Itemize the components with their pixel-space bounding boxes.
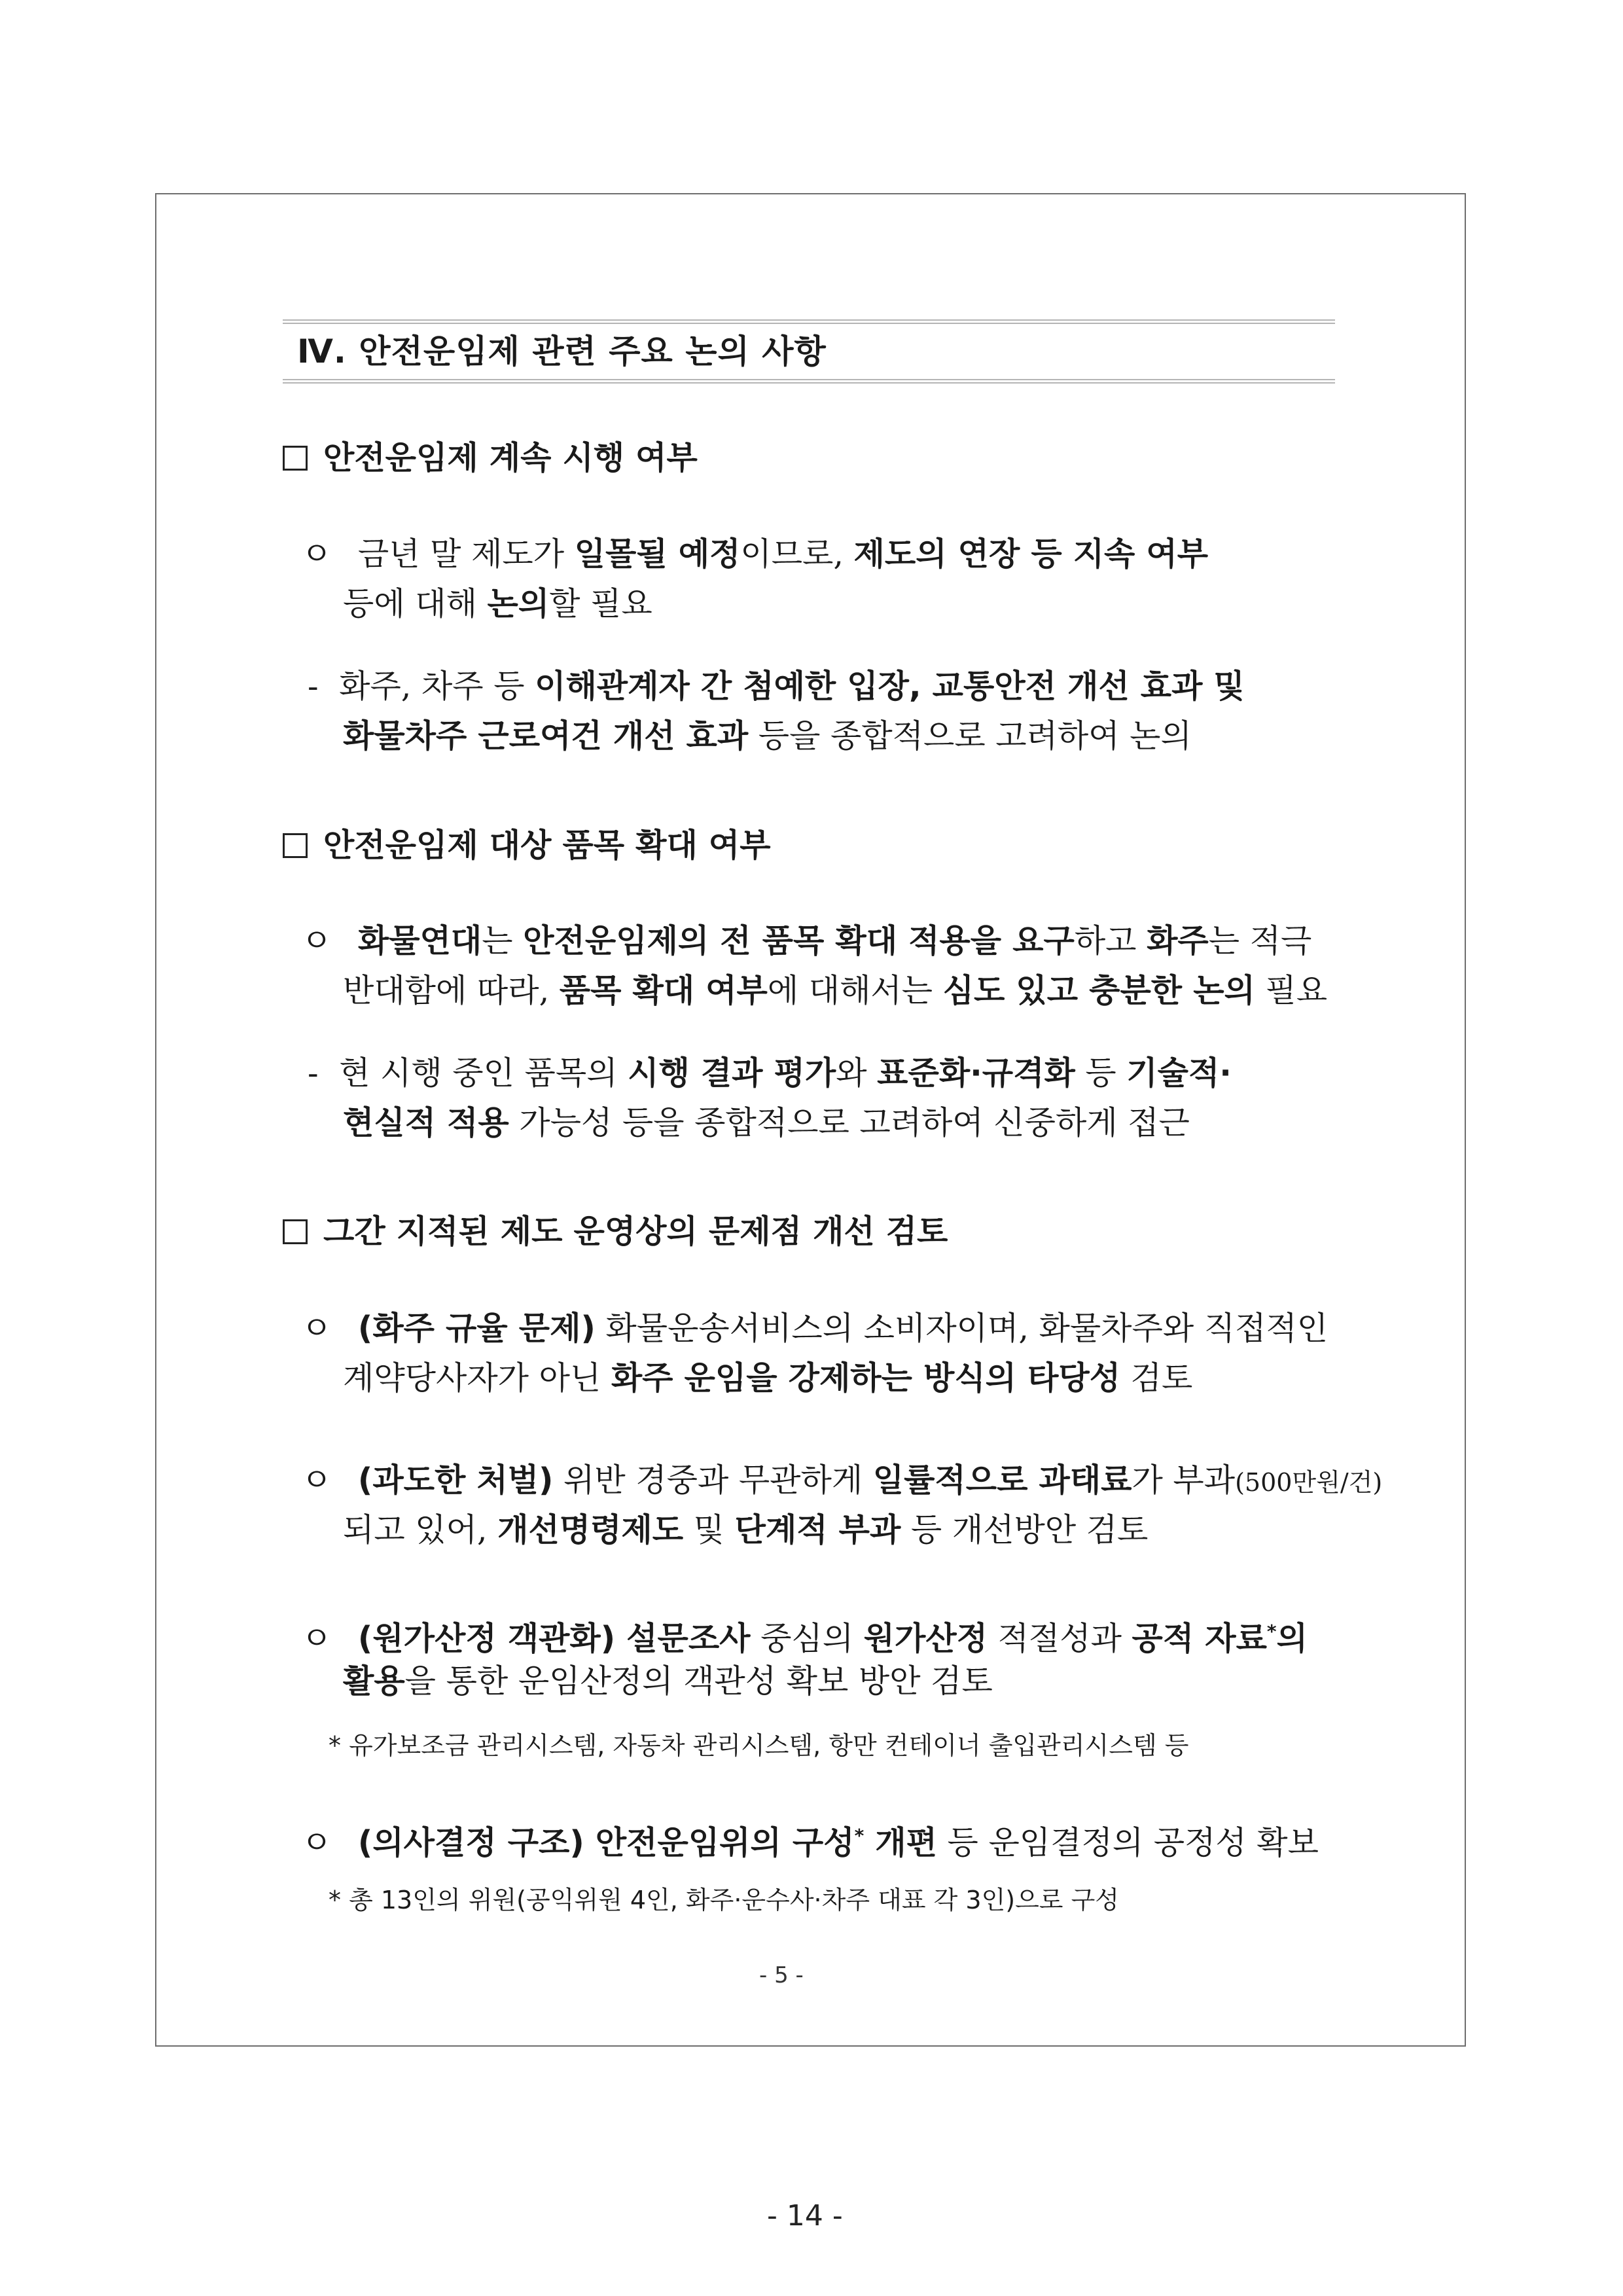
heading-continuation: [283, 826, 771, 865]
dash-marker: -: [308, 1054, 319, 1092]
page-number: - 14 -: [767, 2199, 843, 2233]
footnote: * 유가보조금 관리시스템, 자동차 관리시스템, 항만 컨테이너 출입관리시스템 등: [329, 1731, 1189, 1760]
bullet-marker: ㅇ: [301, 1462, 332, 1499]
sub-bullet-line: - 화주, 차주 등 이해관계자 간 첨예한 입장, 교통안전 개선 효과 및: [308, 668, 1245, 705]
bullet-line: 반대함에 따라, 품목 확대 여부에 대해서는 심도 있고 충분한 논의 필요: [343, 972, 1328, 1009]
bullet-marker: ㅇ: [301, 1620, 332, 1657]
checkbox-square-icon: [283, 1219, 308, 1244]
bullet-marker: ㅇ: [301, 922, 332, 960]
section-title: Ⅳ. 안전운임제 관련 주요 논의 사항: [283, 319, 1335, 384]
heading-text: 그간 지적된 제도 운영상의 문제점 개선 검토: [323, 1213, 948, 1250]
bullet-marker: ㅇ: [301, 1824, 332, 1861]
bullet-marker: ㅇ: [301, 1310, 332, 1347]
bullet-line: ㅇ (의사결정 구조) 안전운임위의 구성* 개편 등 운임결정의 공정성 확보: [301, 1824, 1319, 1861]
sub-bullet-line: - 현 시행 중인 품목의 시행 결과 평가와 표준화·규격화 등 기술적·: [308, 1054, 1232, 1092]
bullet-line: 등에 대해 논의할 필요: [343, 585, 652, 622]
inner-page-number: - 5 -: [759, 1962, 804, 1988]
dash-marker: -: [308, 668, 319, 705]
bullet-line: ㅇ 화물연대는 안전운임제의 전 품목 확대 적용을 요구하고 화주는 적극: [301, 922, 1312, 960]
bullet-line: 활용을 통한 운임산정의 객관성 확보 방안 검토: [343, 1662, 993, 1700]
footnote: * 총 13인의 위원(공익위원 4인, 화주·운수사·차주 대표 각 3인)으로 구성: [329, 1886, 1120, 1914]
heading-text: 안전운임제 대상 품목 확대 여부: [323, 827, 771, 864]
heading-text: 안전운임제 계속 시행 여부: [323, 439, 698, 476]
bullet-marker: ㅇ: [301, 535, 332, 573]
heading-continuation: [283, 1212, 948, 1251]
bullet-line: 계약당사자가 아닌 화주 운임을 강제하는 방식의 타당성 검토: [343, 1359, 1193, 1397]
bullet-line: ㅇ 금년 말 제도가 일몰될 예정이므로, 제도의 연장 등 지속 여부: [301, 535, 1209, 573]
checkbox-square-icon: [283, 833, 308, 858]
sub-bullet-line: 현실적 적용 가능성 등을 종합적으로 고려하여 신중하게 접근: [343, 1104, 1190, 1141]
bullet-line: 되고 있어, 개선명령제도 및 단계적 부과 등 개선방안 검토: [343, 1511, 1149, 1549]
bullet-line: ㅇ (과도한 처벌) 위반 경중과 무관하게 일률적으로 과태료가 부과(500만원/건): [301, 1462, 1383, 1499]
checkbox-square-icon: [283, 446, 308, 471]
bullet-line: ㅇ (화주 규율 문제) 화물운송서비스의 소비자이며, 화물차주와 직접적인: [301, 1310, 1329, 1347]
heading-continuation: [283, 439, 698, 478]
bullet-line: ㅇ (원가산정 객관화) 설문조사 중심의 원가산정 적절성과 공적 자료*의: [301, 1620, 1308, 1657]
sub-bullet-line: 화물차주 근로여건 개선 효과 등을 종합적으로 고려하여 논의: [343, 717, 1192, 755]
